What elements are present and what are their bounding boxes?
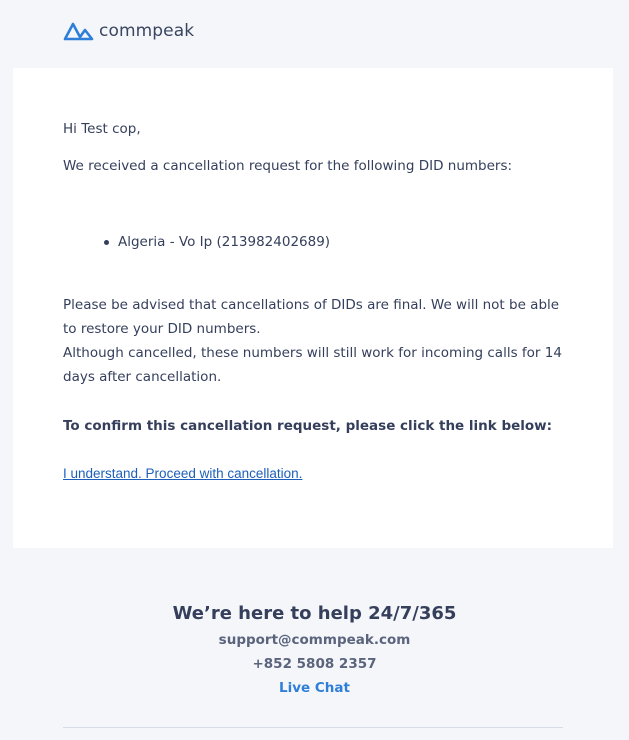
proceed-cancellation-link[interactable]: I understand. Proceed with cancellation. [63, 466, 303, 481]
brand-header [63, 17, 194, 45]
confirm-instruction: To confirm this cancellation request, please click the link below: [63, 418, 553, 434]
support-phone-link[interactable]: +852 5808 2357 [252, 656, 377, 672]
support-footer [0, 600, 629, 700]
footer-divider [63, 727, 563, 728]
email-card [13, 68, 613, 548]
footer-title: We’re here to help 24/7/365 [172, 603, 457, 624]
intro-text: We received a cancellation request for the following DID numbers: [63, 158, 513, 174]
brand-name: commpeak [99, 21, 195, 41]
did-list-item: Algeria - Vo Ip (213982402689) [118, 230, 330, 254]
advice-incoming-text: Although cancelled, these numbers will still work for incoming calls for 14 days after cancellation. [63, 345, 562, 385]
did-list [118, 230, 330, 254]
greeting-text: Hi Test cop, [63, 121, 141, 137]
advice-final-text: Please be advised that cancellations of DIDs are final. We will not be able to restore your DID numbers. [63, 297, 560, 337]
live-chat-link[interactable]: Live Chat [279, 680, 350, 696]
support-email-link[interactable]: support@commpeak.com [218, 632, 411, 648]
advice-paragraph [63, 293, 573, 389]
commpeak-logo-icon [63, 20, 94, 42]
